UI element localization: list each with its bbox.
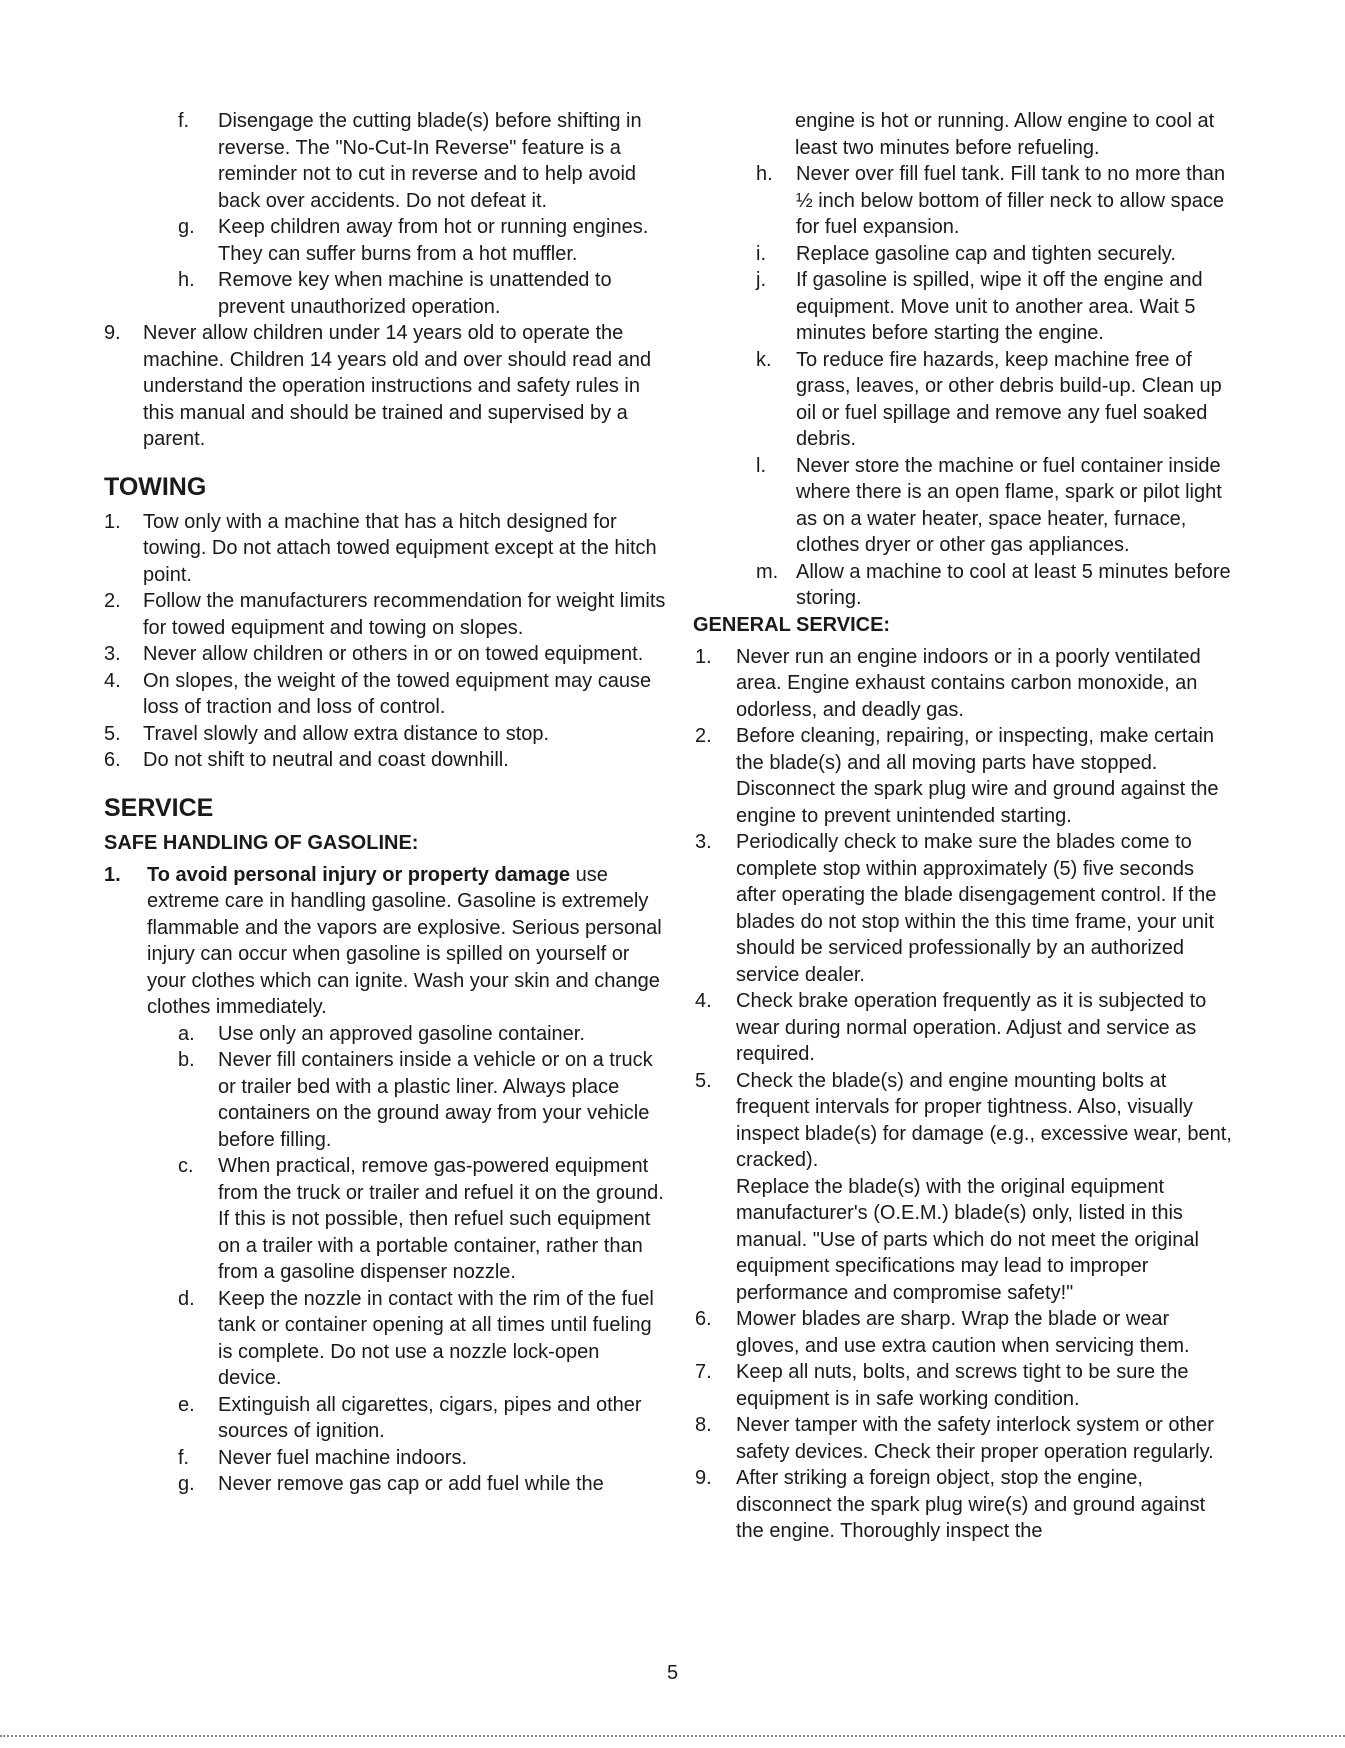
list-item <box>112 1047 667 1153</box>
item-marker: f. <box>178 110 190 132</box>
section-heading-towing: TOWING <box>104 472 207 501</box>
item-marker: i. <box>756 242 766 265</box>
item-text: To reduce fire hazards, keep machine free of grass, leaves, or other debris build-up. Clean up oil or fuel spillage and remove any fuel soaked debris. <box>796 348 1222 450</box>
item-text: Before cleaning, repairing, or inspecting, make certain the blade(s) and all moving parts have stopped. Disconnect the spark plug wire and ground against the engine to prevent unintended starting. <box>736 725 1219 827</box>
item-marker: g. <box>178 216 195 238</box>
item-text: Do not shift to neutral and coast downhill. <box>143 749 509 771</box>
item-text-continued: Replace the blade(s) with the original equipment manufacturer's (O.E.M.) blade(s) only, listed in this manual. "Use of parts which do not meet the original equipment specifications may lead to improper performance and compromise safety!" <box>736 1175 1199 1304</box>
list-item <box>112 214 667 267</box>
scan-edge-divider <box>0 1735 1345 1737</box>
item-text: Never store the machine or fuel container inside where there is an open flame, spark or pilot light as on a water heater, space heater, furnace, clothes dryer or other gas appliances. <box>796 454 1222 556</box>
item-text: When practical, remove gas-powered equipment from the truck or trailer and refuel it on the ground. If this is not possible, then refuel such equipment on a trailer with a portable container, rather than from a gasoline dispenser nozzle. <box>218 1155 664 1283</box>
list-item <box>102 320 667 453</box>
list-item <box>102 668 667 721</box>
item-marker: 4. <box>104 669 121 692</box>
item-text: Never fill containers inside a vehicle or on a truck or trailer bed with a plastic liner. Always place containers on the ground away from your vehicle before filling. <box>218 1049 653 1151</box>
list-item <box>102 862 667 1021</box>
item-marker: 1. <box>695 645 712 668</box>
item-text: Mower blades are sharp. Wrap the blade or wear gloves, and use extra caution when servicing them. <box>736 1308 1190 1357</box>
item-text: Remove key when machine is unattended to prevent unauthorized operation. <box>218 269 612 318</box>
list-item <box>692 723 1235 829</box>
item-marker: 7. <box>695 1361 712 1383</box>
list-item <box>692 988 1235 1068</box>
item-marker: d. <box>178 1287 195 1310</box>
section-heading-service: SERVICE <box>104 793 214 822</box>
item-marker: 9. <box>695 1467 712 1489</box>
item-marker: 4. <box>695 990 712 1012</box>
item-marker: c. <box>178 1155 194 1177</box>
list-item <box>690 559 1235 612</box>
list-item <box>692 1068 1235 1307</box>
item-text: Use only an approved gasoline container. <box>218 1022 585 1045</box>
subsection-heading-gasoline: SAFE HANDLING OF GASOLINE: <box>104 831 419 854</box>
item-marker: 3. <box>695 831 712 853</box>
item-text: Extinguish all cigarettes, cigars, pipes and other sources of ignition. <box>218 1393 642 1442</box>
item-marker: 8. <box>695 1414 712 1436</box>
item-text: Never allow children under 14 years old to operate the machine. Children 14 years old and over should read and understand the operation instructions and safety rules in this manual and should be trained and supervised by a parent. <box>143 322 652 450</box>
list-item <box>112 1392 667 1445</box>
item-marker: 9. <box>104 322 121 344</box>
list-item <box>690 347 1235 453</box>
item-marker: m. <box>756 560 779 583</box>
list-item <box>112 1021 667 1048</box>
item-text: After striking a foreign object, stop the engine, disconnect the spark plug wire(s) and ground against the engine. Thoroughly inspect the <box>736 1467 1206 1542</box>
item-text: Allow a machine to cool at least 5 minutes before storing. <box>796 560 1231 609</box>
item-text: engine is hot or running. Allow engine to cool at least two minutes before refueling. <box>795 110 1215 159</box>
list-item <box>692 1359 1235 1412</box>
item-text: use extreme care in handling gasoline. Gasoline is extremely flammable and the vapors are explosive. Serious personal injury can occur when gasoline is spilled on yourself or your clothes which can ignite. Wash your skin and change clothes immediately. <box>147 863 662 1018</box>
list-item <box>112 1445 667 1472</box>
list-item <box>690 161 1235 241</box>
item-bold-lead: To avoid personal injury or property damage <box>147 863 571 886</box>
item-text: Periodically check to make sure the blades come to complete stop within approximately (5) five seconds after operating the blade disengagement control. If the blades do not stop within the this time frame, your unit should be serviced professionally by an authorized service dealer. <box>736 831 1217 986</box>
item-marker: a. <box>178 1022 195 1045</box>
item-marker: g. <box>178 1473 195 1495</box>
page-number: 5 <box>666 1662 679 1684</box>
item-text: Check brake operation frequently as it is subjected to wear during normal operation. Adjust and service as required. <box>736 990 1207 1065</box>
item-marker: 5. <box>104 722 121 745</box>
list-item <box>692 829 1235 988</box>
list-item <box>692 1465 1235 1545</box>
list-item <box>102 588 667 641</box>
list-item <box>690 241 1235 268</box>
item-marker: 2. <box>104 590 121 612</box>
item-text: Keep children away from hot or running engines. They can suffer burns from a hot muffler. <box>218 216 649 265</box>
item-text: Travel slowly and allow extra distance to stop. <box>143 722 550 745</box>
item-text: Never over fill fuel tank. Fill tank to no more than ½ inch below bottom of filler neck to allow space for fuel expansion. <box>796 163 1226 238</box>
item-marker: 5. <box>695 1069 712 1092</box>
list-item <box>690 453 1235 559</box>
item-text: On slopes, the weight of the towed equipment may cause loss of traction and loss of control. <box>143 669 652 718</box>
list-item <box>112 108 667 214</box>
item-marker: h. <box>178 269 195 291</box>
right-column <box>690 108 1235 1545</box>
item-marker: l. <box>756 454 766 477</box>
list-item <box>102 721 667 748</box>
item-text: Never run an engine indoors or in a poorly ventilated area. Engine exhaust contains carbon monoxide, an odorless, and deadly gas. <box>736 645 1201 721</box>
list-item <box>692 644 1235 724</box>
list-item <box>112 1471 667 1498</box>
item-marker: 6. <box>695 1308 712 1330</box>
item-text: Never allow children or others in or on towed equipment. <box>143 643 644 665</box>
item-marker: 3. <box>104 643 121 665</box>
item-text: If gasoline is spilled, wipe it off the engine and equipment. Move unit to another area. Wait 5 minutes before starting the engine. <box>796 269 1203 344</box>
list-item <box>692 1412 1235 1465</box>
list-item <box>102 641 667 668</box>
item-text: Check the blade(s) and engine mounting bolts at frequent intervals for proper tightness. Also, visually inspect blade(s) for damage (e.g., excessive wear, bent, cracked). <box>736 1069 1232 1171</box>
item-marker: b. <box>178 1049 195 1071</box>
item-marker: j. <box>756 269 766 291</box>
item-marker: 1. <box>104 863 121 886</box>
list-item <box>112 1286 667 1392</box>
list-item <box>112 1153 667 1286</box>
list-item <box>690 267 1235 347</box>
item-marker: 6. <box>104 749 121 771</box>
list-item <box>102 747 667 774</box>
item-text: Never tamper with the safety interlock system or other safety devices. Check their proper operation regularly. <box>736 1414 1214 1463</box>
item-marker: h. <box>756 163 773 185</box>
item-text: Never fuel machine indoors. <box>218 1446 468 1469</box>
item-text: Keep the nozzle in contact with the rim of the fuel tank or container opening at all times until fueling is complete. Do not use a nozzle lock-open device. <box>218 1287 654 1389</box>
list-item <box>112 267 667 320</box>
item-marker: e. <box>178 1393 195 1416</box>
item-text: Replace gasoline cap and tighten securely. <box>796 242 1176 265</box>
list-item-continued <box>690 108 1235 161</box>
subsection-heading-general-service: GENERAL SERVICE: <box>693 613 891 636</box>
item-marker: 2. <box>695 725 712 747</box>
left-column <box>104 108 667 1498</box>
item-text: Keep all nuts, bolts, and screws tight to be sure the equipment is in safe working condition. <box>736 1361 1189 1410</box>
list-item <box>102 509 667 589</box>
item-text: Follow the manufacturers recommendation for weight limits for towed equipment and towing on slopes. <box>143 590 666 639</box>
item-marker: 1. <box>104 510 121 533</box>
item-marker: k. <box>756 348 772 371</box>
list-item <box>692 1306 1235 1359</box>
item-marker: f. <box>178 1446 190 1469</box>
item-text: Never remove gas cap or add fuel while the <box>218 1473 604 1495</box>
item-text: Disengage the cutting blade(s) before shifting in reverse. The "No-Cut-In Reverse" feature is a reminder not to cut in reverse and to help avoid back over accidents. Do not defeat it. <box>218 110 642 212</box>
item-text: Tow only with a machine that has a hitch designed for towing. Do not attach towed equipment except at the hitch point. <box>143 510 657 586</box>
